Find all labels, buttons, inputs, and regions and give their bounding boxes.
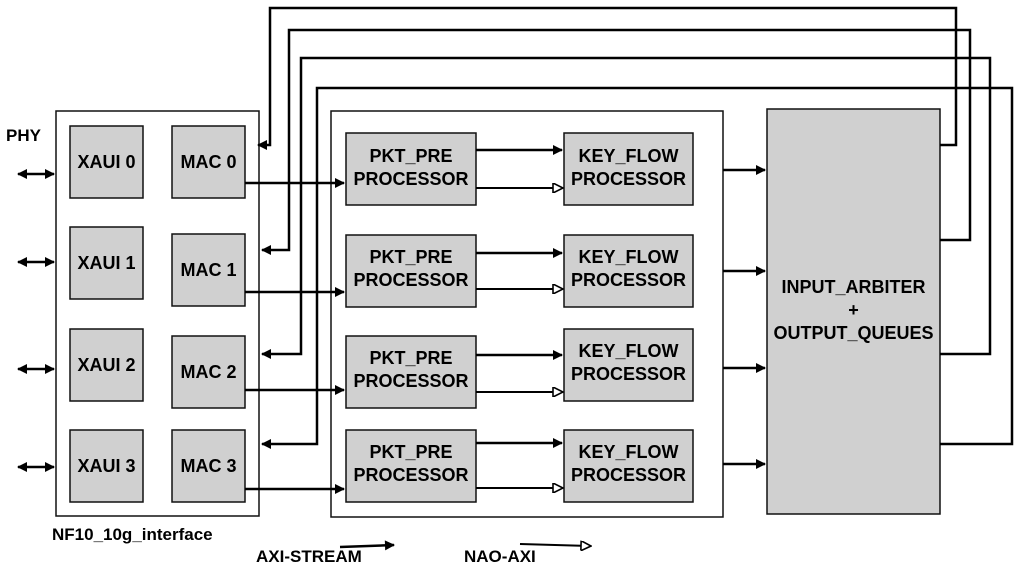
- pkt-pre-processor-0: [346, 133, 476, 205]
- pkt-pre-label-line2: PROCESSOR: [353, 169, 469, 189]
- key-flow-processor-1: [564, 235, 693, 307]
- mac-block-1: [172, 234, 245, 306]
- xaui-block-0: [70, 126, 143, 198]
- legend-axi-stream-label: AXI-STREAM: [256, 547, 362, 566]
- mac-label: MAC 3: [180, 456, 237, 476]
- pkt-pre-label-line2: PROCESSOR: [353, 465, 469, 485]
- key-flow-label-line1: KEY_FLOW: [578, 146, 679, 166]
- xaui-label: XAUI 3: [77, 456, 136, 476]
- legend-nao-axi-label: NAO-AXI: [464, 547, 536, 566]
- mac-label: MAC 1: [180, 260, 237, 280]
- arbiter-label-line2: +: [848, 300, 859, 320]
- pkt-pre-label-line1: PKT_PRE: [369, 247, 453, 267]
- pkt-pre-processor-2: [346, 336, 476, 408]
- key-flow-processor-0: [564, 133, 693, 205]
- mac-block-2: [172, 336, 245, 408]
- xaui-label: XAUI 2: [77, 355, 136, 375]
- xaui-label: XAUI 1: [77, 253, 136, 273]
- key-flow-label-line1: KEY_FLOW: [578, 442, 679, 462]
- mac-label: MAC 2: [180, 362, 237, 382]
- key-flow-label-line2: PROCESSOR: [570, 364, 687, 384]
- pkt-pre-label-line1: PKT_PRE: [369, 348, 453, 368]
- key-flow-label-line2: PROCESSOR: [570, 270, 687, 290]
- legend-axi-stream: [256, 545, 394, 566]
- mac-block-0: [172, 126, 245, 198]
- mac-block-3: [172, 430, 245, 502]
- key-flow-processor-2: [564, 329, 693, 401]
- mac-label: MAC 0: [180, 152, 237, 172]
- legend-nao-axi-arrow: [520, 544, 590, 546]
- key-flow-label-line1: KEY_FLOW: [578, 341, 679, 361]
- legend-nao-axi: [464, 544, 590, 566]
- pkt-pre-label-line1: PKT_PRE: [369, 442, 453, 462]
- xaui-label: XAUI 0: [77, 152, 136, 172]
- pkt-pre-processor-3: [346, 430, 476, 502]
- key-flow-label-line1: KEY_FLOW: [578, 247, 679, 267]
- interface-name: NF10_10g_interface: [52, 525, 213, 544]
- pkt-pre-label-line2: PROCESSOR: [353, 270, 469, 290]
- pkt-pre-label-line2: PROCESSOR: [353, 371, 469, 391]
- legend-axi-stream-arrow: [340, 545, 394, 547]
- xaui-block-3: [70, 430, 143, 502]
- phy-label: PHY: [6, 126, 41, 145]
- xaui-block-2: [70, 329, 143, 401]
- key-flow-processor-3: [564, 430, 693, 502]
- pkt-pre-processor-1: [346, 235, 476, 307]
- xaui-block-1: [70, 227, 143, 299]
- arbiter-label-line3: OUTPUT_QUEUES: [773, 323, 934, 343]
- arbiter-queues-block: [767, 109, 940, 514]
- key-flow-label-line2: PROCESSOR: [570, 465, 687, 485]
- arbiter-label-line1: INPUT_ARBITER: [781, 277, 926, 297]
- pkt-pre-label-line1: PKT_PRE: [369, 146, 453, 166]
- key-flow-label-line2: PROCESSOR: [570, 169, 687, 189]
